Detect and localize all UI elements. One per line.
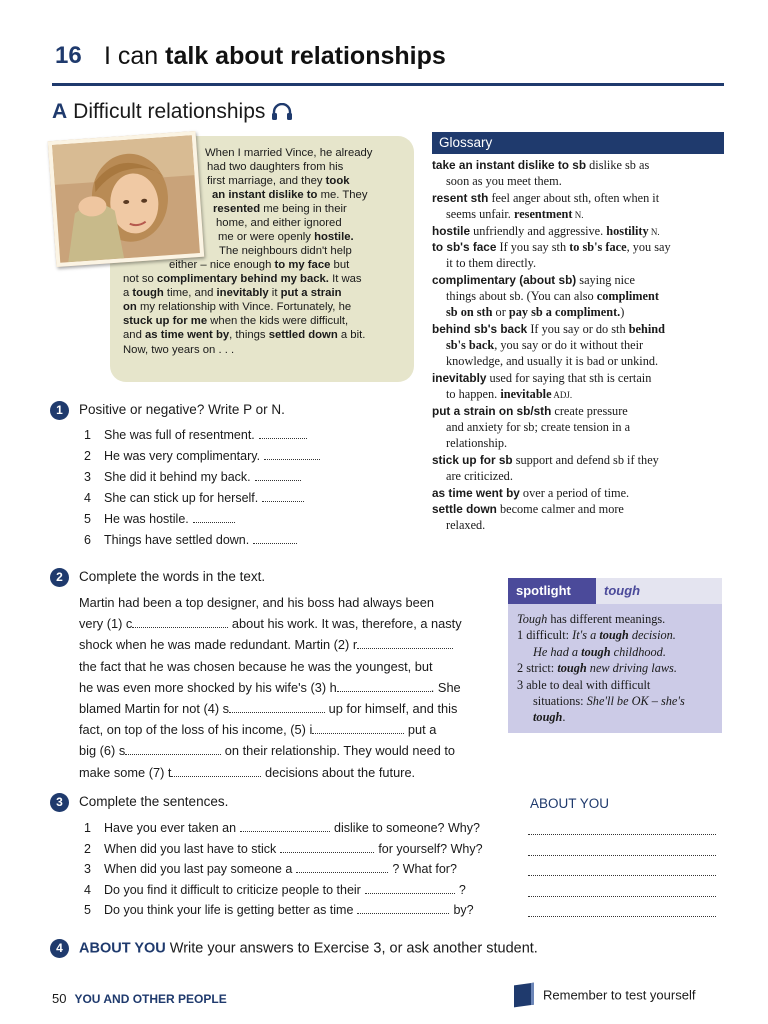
spotlight-text: 3 able to deal with difficult [517, 677, 651, 692]
gap-blank[interactable] [312, 723, 404, 734]
story-line [216, 216, 342, 230]
gap-blank[interactable] [296, 862, 388, 873]
exercise-instruction: Positive or negative? Write P or N. [79, 402, 285, 418]
item-number: 1 [84, 428, 91, 442]
glossary-text: ) [620, 305, 625, 319]
story-line [123, 343, 234, 357]
item-number: 5 [84, 512, 91, 526]
about-you-answer-line[interactable] [528, 916, 716, 917]
glossary-term: hostile [432, 224, 471, 238]
unit-header [52, 40, 724, 86]
glossary-text: and anxiety for sb; create tension in a [446, 420, 631, 434]
section-a-heading [52, 100, 293, 127]
story-text: me or were openly [218, 231, 315, 243]
glossary-line [432, 486, 629, 501]
exercise-instruction: Complete the words in the text. [79, 569, 266, 585]
story-line [123, 272, 362, 286]
gap-blank[interactable] [229, 702, 325, 713]
spotlight-text: Tough [517, 612, 548, 626]
story-text: a bit. [337, 329, 366, 341]
exercise-2-line [79, 701, 457, 717]
exercise-instruction: Complete the sentences. [79, 794, 229, 810]
item-number: 5 [84, 903, 91, 917]
answer-blank[interactable] [259, 428, 307, 439]
glossary-text: dislike sb as [586, 158, 650, 172]
item-text: He was very complimentary. [104, 449, 261, 463]
glossary-bold: sb's back [446, 338, 495, 352]
spotlight-line [517, 627, 676, 643]
glossary-text: , you say or do it without their [494, 338, 644, 352]
spotlight-text: She'll be OK – she's [586, 694, 685, 708]
story-text: a [123, 287, 133, 299]
item-text: Do you find it difficult to criticize people to their [104, 882, 361, 897]
story-text: either – nice enough [169, 259, 275, 271]
glossary-text: seems unfair. [446, 207, 514, 221]
exercise-1-item [84, 428, 307, 442]
story-key-phrase: stuck up for me [123, 315, 208, 327]
woman-photo [48, 131, 204, 267]
answer-blank[interactable] [253, 533, 297, 544]
glossary-bold: pay sb a compliment. [508, 305, 621, 319]
gap-blank[interactable] [280, 842, 374, 853]
paragraph-text: about his work. It was, therefore, a nasty [228, 616, 462, 632]
story-text: me. They [317, 189, 368, 201]
glossary-line [432, 371, 651, 386]
glossary-term: settle down [432, 502, 497, 516]
paragraph-text: on their relationship. They would need to [221, 743, 456, 759]
glossary-line [432, 273, 635, 288]
paragraph-text: he was even more shocked by his wife's (3) h [79, 679, 337, 695]
unit-number: 16 [55, 42, 82, 69]
exercise-number: 3 [50, 793, 69, 812]
glossary-line [432, 322, 665, 337]
gap-blank[interactable] [337, 681, 431, 692]
glossary-term: take an instant dislike to sb [432, 158, 587, 172]
glossary-term: to sb's face [432, 240, 497, 254]
glossary-line [446, 354, 658, 369]
story-key-phrase: inevitably [216, 287, 269, 299]
glossary-bold: resentment [513, 207, 573, 221]
spotlight-line [517, 677, 650, 693]
item-text-end: ? [458, 882, 466, 897]
item-text: When did you last have to stick [104, 841, 277, 856]
exercise-2-line [79, 765, 415, 781]
glossary-line [432, 404, 628, 419]
exercise-1-heading [50, 401, 285, 420]
story-line [123, 314, 348, 328]
glossary-title: Glossary [432, 132, 724, 154]
story-key-phrase: tough [132, 287, 164, 299]
story-text: Now, two years on . . . [123, 344, 235, 356]
story-text: When I married Vince, he already [205, 147, 373, 159]
about-you-accent: ABOUT YOU [79, 940, 166, 957]
footer-right [514, 984, 695, 1006]
glossary-line [446, 436, 507, 451]
glossary-bold: compliment [596, 289, 659, 303]
story-text: not so [123, 273, 157, 285]
story-line [123, 286, 342, 300]
spotlight-keyword: tough [581, 644, 611, 659]
glossary-term: inevitably [432, 371, 487, 385]
story-text: It was [328, 273, 362, 285]
glossary-line [446, 387, 572, 403]
item-number: 4 [84, 491, 91, 505]
exercise-2-line [79, 659, 433, 675]
unit-title [104, 42, 446, 71]
glossary-line [446, 256, 536, 271]
paragraph-text: the fact that he was chosen because he was the youngest, but [79, 658, 433, 674]
glossary-bold: inevitable [500, 387, 552, 401]
story-key-phrase: as time went by [145, 329, 230, 341]
story-line [169, 258, 349, 272]
footer-section: YOU AND OTHER PEOPLE [74, 992, 227, 1006]
story-text: had two daughters from his [207, 161, 344, 173]
exercise-1-item [84, 449, 320, 463]
spotlight-text: new driving laws. [586, 661, 677, 676]
glossary-line [432, 240, 671, 255]
gap-blank[interactable] [132, 617, 228, 628]
about-you-answer-line[interactable] [528, 834, 716, 835]
glossary-line [432, 502, 624, 517]
item-number: 3 [84, 862, 91, 876]
paragraph-text: up for himself, and this [325, 701, 458, 716]
glossary-text: support and defend sb if they [512, 453, 659, 467]
footer-left [52, 991, 227, 1006]
story-text: , things [229, 329, 269, 341]
story-line [207, 174, 350, 188]
spotlight-keyword: tough [599, 628, 629, 643]
answer-blank[interactable] [262, 491, 304, 502]
exercise-2-line [79, 722, 436, 738]
unit-title-bold: talk about relationships [165, 42, 446, 70]
spotlight-text: 1 difficult: [517, 628, 573, 643]
answer-blank[interactable] [264, 449, 320, 460]
story-text: home, and either ignored [216, 217, 342, 229]
exercise-4-heading [50, 939, 538, 958]
story-text: it [268, 287, 281, 299]
exercise-2-line [79, 637, 453, 653]
story-text: first marriage, and they [207, 175, 326, 187]
exercise-1-item [84, 491, 304, 505]
answer-blank[interactable] [255, 470, 301, 481]
glossary-text: or [492, 305, 509, 319]
page-number: 50 [52, 991, 67, 1006]
story-line [212, 188, 368, 202]
glossary-text: If you say sth [496, 240, 570, 254]
word-class: ADJ. [551, 390, 573, 400]
about-you-answer-line[interactable] [528, 855, 716, 856]
footer-reminder: Remember to test yourself [543, 987, 696, 1003]
paragraph-text: Martin had been a top designer, and his boss had always been [79, 595, 435, 610]
spotlight-text: It's a [572, 628, 600, 643]
spotlight-text: has different meanings. [547, 612, 666, 626]
item-text: Do you think your life is getting better as time [104, 903, 354, 917]
glossary-term: stick up for sb [432, 453, 513, 467]
glossary-text: If you say or do sth [527, 322, 629, 336]
glossary-text: feel anger about sth, often when it [488, 191, 660, 205]
spotlight-line [533, 644, 666, 660]
unit-title-plain: I can [104, 42, 166, 70]
spotlight-keyword: tough [557, 661, 587, 676]
spotlight-box [508, 578, 722, 733]
exercise-3-item [84, 903, 474, 917]
glossary-line [446, 289, 659, 304]
item-text-end: by? [453, 903, 474, 917]
glossary-line [446, 207, 583, 223]
spotlight-text: childhood. [610, 644, 666, 659]
spotlight-text: He had a [533, 644, 582, 659]
glossary-term: as time went by [432, 486, 520, 500]
glossary-text: , you say [626, 240, 671, 254]
glossary [432, 132, 724, 532]
glossary-text: used for saying that sth is certain [486, 371, 652, 385]
glossary-text: relaxed. [446, 518, 486, 532]
glossary-line [432, 158, 649, 173]
glossary-term: put a strain on sb/sth [432, 404, 552, 418]
exercise-2-line [79, 743, 455, 759]
glossary-line [446, 469, 513, 484]
story-line [123, 328, 365, 342]
spotlight-line [517, 660, 677, 676]
exercise-1-item [84, 470, 301, 484]
glossary-line [446, 518, 485, 533]
exercise-2-heading [50, 568, 265, 587]
spotlight-line [533, 693, 685, 709]
gap-blank[interactable] [357, 903, 449, 914]
spotlight-line [533, 709, 565, 725]
gap-blank[interactable] [125, 744, 221, 755]
gap-blank[interactable] [171, 766, 261, 777]
spotlight-header [508, 578, 722, 604]
headphones-icon [271, 103, 293, 127]
glossary-bold: behind [628, 322, 665, 336]
glossary-text: over a period of time. [519, 486, 630, 500]
story-key-phrase: to my face [274, 259, 331, 271]
story-key-phrase: put a strain [280, 287, 342, 299]
word-class: N. [572, 210, 584, 220]
glossary-text: things about sb. (You can also [446, 289, 597, 303]
book-icon [514, 983, 534, 1008]
gap-blank[interactable] [365, 883, 455, 894]
spotlight-text: 2 strict: [517, 661, 558, 676]
glossary-text: become calmer and more [496, 502, 624, 516]
paragraph-text: blamed Martin for not (4) s [79, 701, 230, 716]
exercise-3-item [84, 883, 466, 897]
item-number: 2 [84, 841, 91, 856]
paragraph-text: make some (7) t [79, 764, 172, 780]
story-text: but [330, 259, 350, 271]
item-text: She was full of resentment. [104, 428, 255, 442]
spotlight-word: tough [596, 578, 722, 604]
spotlight-text: decision. [628, 628, 676, 643]
story-line [205, 146, 372, 160]
glossary-line [446, 338, 643, 353]
exercise-1-item [84, 533, 297, 547]
item-text: Things have settled down. [104, 533, 250, 547]
glossary-line [446, 174, 562, 189]
paragraph-text: decisions about the future. [261, 764, 416, 780]
story-text: when the kids were difficult, [207, 315, 349, 327]
gap-blank[interactable] [357, 638, 453, 649]
item-text: When did you last pay someone a [104, 862, 293, 876]
exercise-instruction: Write your answers to Exercise 3, or ask another student. [165, 940, 538, 957]
paragraph-text: put a [404, 722, 437, 738]
story-line [207, 160, 343, 174]
exercise-number: 2 [50, 568, 69, 587]
paragraph-text: shock when he was made redundant. Martin (2) r [79, 637, 358, 653]
about-you-answer-line[interactable] [528, 875, 716, 876]
exercise-2-line [79, 595, 434, 611]
glossary-text: unfriendly and aggressive. [470, 224, 607, 238]
item-text-end: ? What for? [392, 862, 457, 876]
item-number: 6 [84, 533, 91, 547]
glossary-line [446, 420, 630, 435]
story-key-phrase: hostile. [314, 231, 354, 243]
paragraph-text: fact, on top of the loss of his income, (5) i [79, 722, 313, 738]
story-text: my relationship with Vince. Fortunately, he [136, 301, 352, 313]
item-text-end: for yourself? Why? [378, 841, 483, 856]
glossary-term: behind sb's back [432, 322, 528, 336]
glossary-text: are criticized. [446, 469, 513, 483]
item-text: Have you ever taken an [104, 821, 237, 835]
item-number: 3 [84, 470, 91, 484]
story-key-phrase: complimentary behind my back. [156, 273, 329, 285]
glossary-text: knowledge, and usually it is bad or unkind. [446, 354, 659, 368]
item-number: 1 [84, 821, 91, 835]
paragraph-text: very (1) c [79, 616, 133, 632]
item-text-end: dislike to someone? Why? [334, 821, 480, 835]
story-line [219, 244, 352, 258]
about-you-label: ABOUT YOU [530, 796, 610, 811]
glossary-text: relationship. [446, 436, 508, 450]
glossary-text: create pressure [551, 404, 628, 418]
spotlight-label: spotlight [516, 583, 571, 598]
about-you-answer-line[interactable] [528, 896, 716, 897]
story-key-phrase: settled down [268, 329, 338, 341]
glossary-bold: sb on sth [446, 305, 493, 319]
story-key-phrase: took [325, 175, 350, 187]
glossary-line [446, 305, 624, 320]
item-number: 4 [84, 882, 91, 897]
item-number: 2 [84, 449, 91, 463]
exercise-1-item [84, 512, 235, 526]
glossary-term: resent sth [432, 191, 489, 205]
spotlight-line [517, 611, 665, 627]
exercise-3-heading [50, 793, 228, 812]
spotlight-text: . [562, 710, 566, 725]
spotlight-keyword: tough [533, 710, 563, 725]
glossary-line [432, 453, 659, 468]
glossary-text: saying nice [576, 273, 635, 287]
spotlight-text: situations: [533, 694, 587, 708]
story-line [218, 230, 354, 244]
story-text: me being in their [260, 203, 347, 215]
story-text: time, and [163, 287, 217, 299]
item-text: He was hostile. [104, 512, 189, 526]
gap-blank[interactable] [240, 821, 330, 832]
exercise-3-item [84, 842, 483, 856]
story-key-phrase: on [123, 301, 137, 313]
story-key-phrase: an instant dislike to [212, 189, 318, 201]
story-line [213, 202, 347, 216]
exercise-number: 4 [50, 939, 69, 958]
glossary-bold: hostility [606, 224, 649, 238]
glossary-term: complimentary (about sb) [432, 273, 577, 287]
glossary-text: it to them directly. [446, 256, 537, 270]
story-text: and [123, 329, 145, 341]
exercise-2-line [79, 680, 461, 696]
section-title: Difficult relationships [73, 100, 266, 123]
exercise-number: 1 [50, 401, 69, 420]
answer-blank[interactable] [193, 512, 235, 523]
exercise-3-item [84, 821, 480, 835]
word-class: N. [648, 227, 660, 237]
glossary-line [432, 224, 660, 240]
story-text: The neighbours didn't help [219, 245, 352, 257]
story-line [123, 300, 351, 314]
paragraph-text: . She [430, 679, 461, 695]
exercise-3-item [84, 862, 457, 876]
glossary-line [432, 191, 659, 206]
exercise-2-line [79, 616, 462, 632]
glossary-text: to happen. [446, 387, 501, 401]
glossary-bold: to sb's face [569, 240, 627, 254]
item-text: She did it behind my back. [104, 470, 251, 484]
section-letter: A [52, 100, 68, 123]
glossary-text: soon as you meet them. [446, 174, 562, 188]
paragraph-text: big (6) s [79, 743, 126, 759]
story-key-phrase: resented [213, 203, 261, 215]
item-text: She can stick up for herself. [104, 491, 259, 505]
